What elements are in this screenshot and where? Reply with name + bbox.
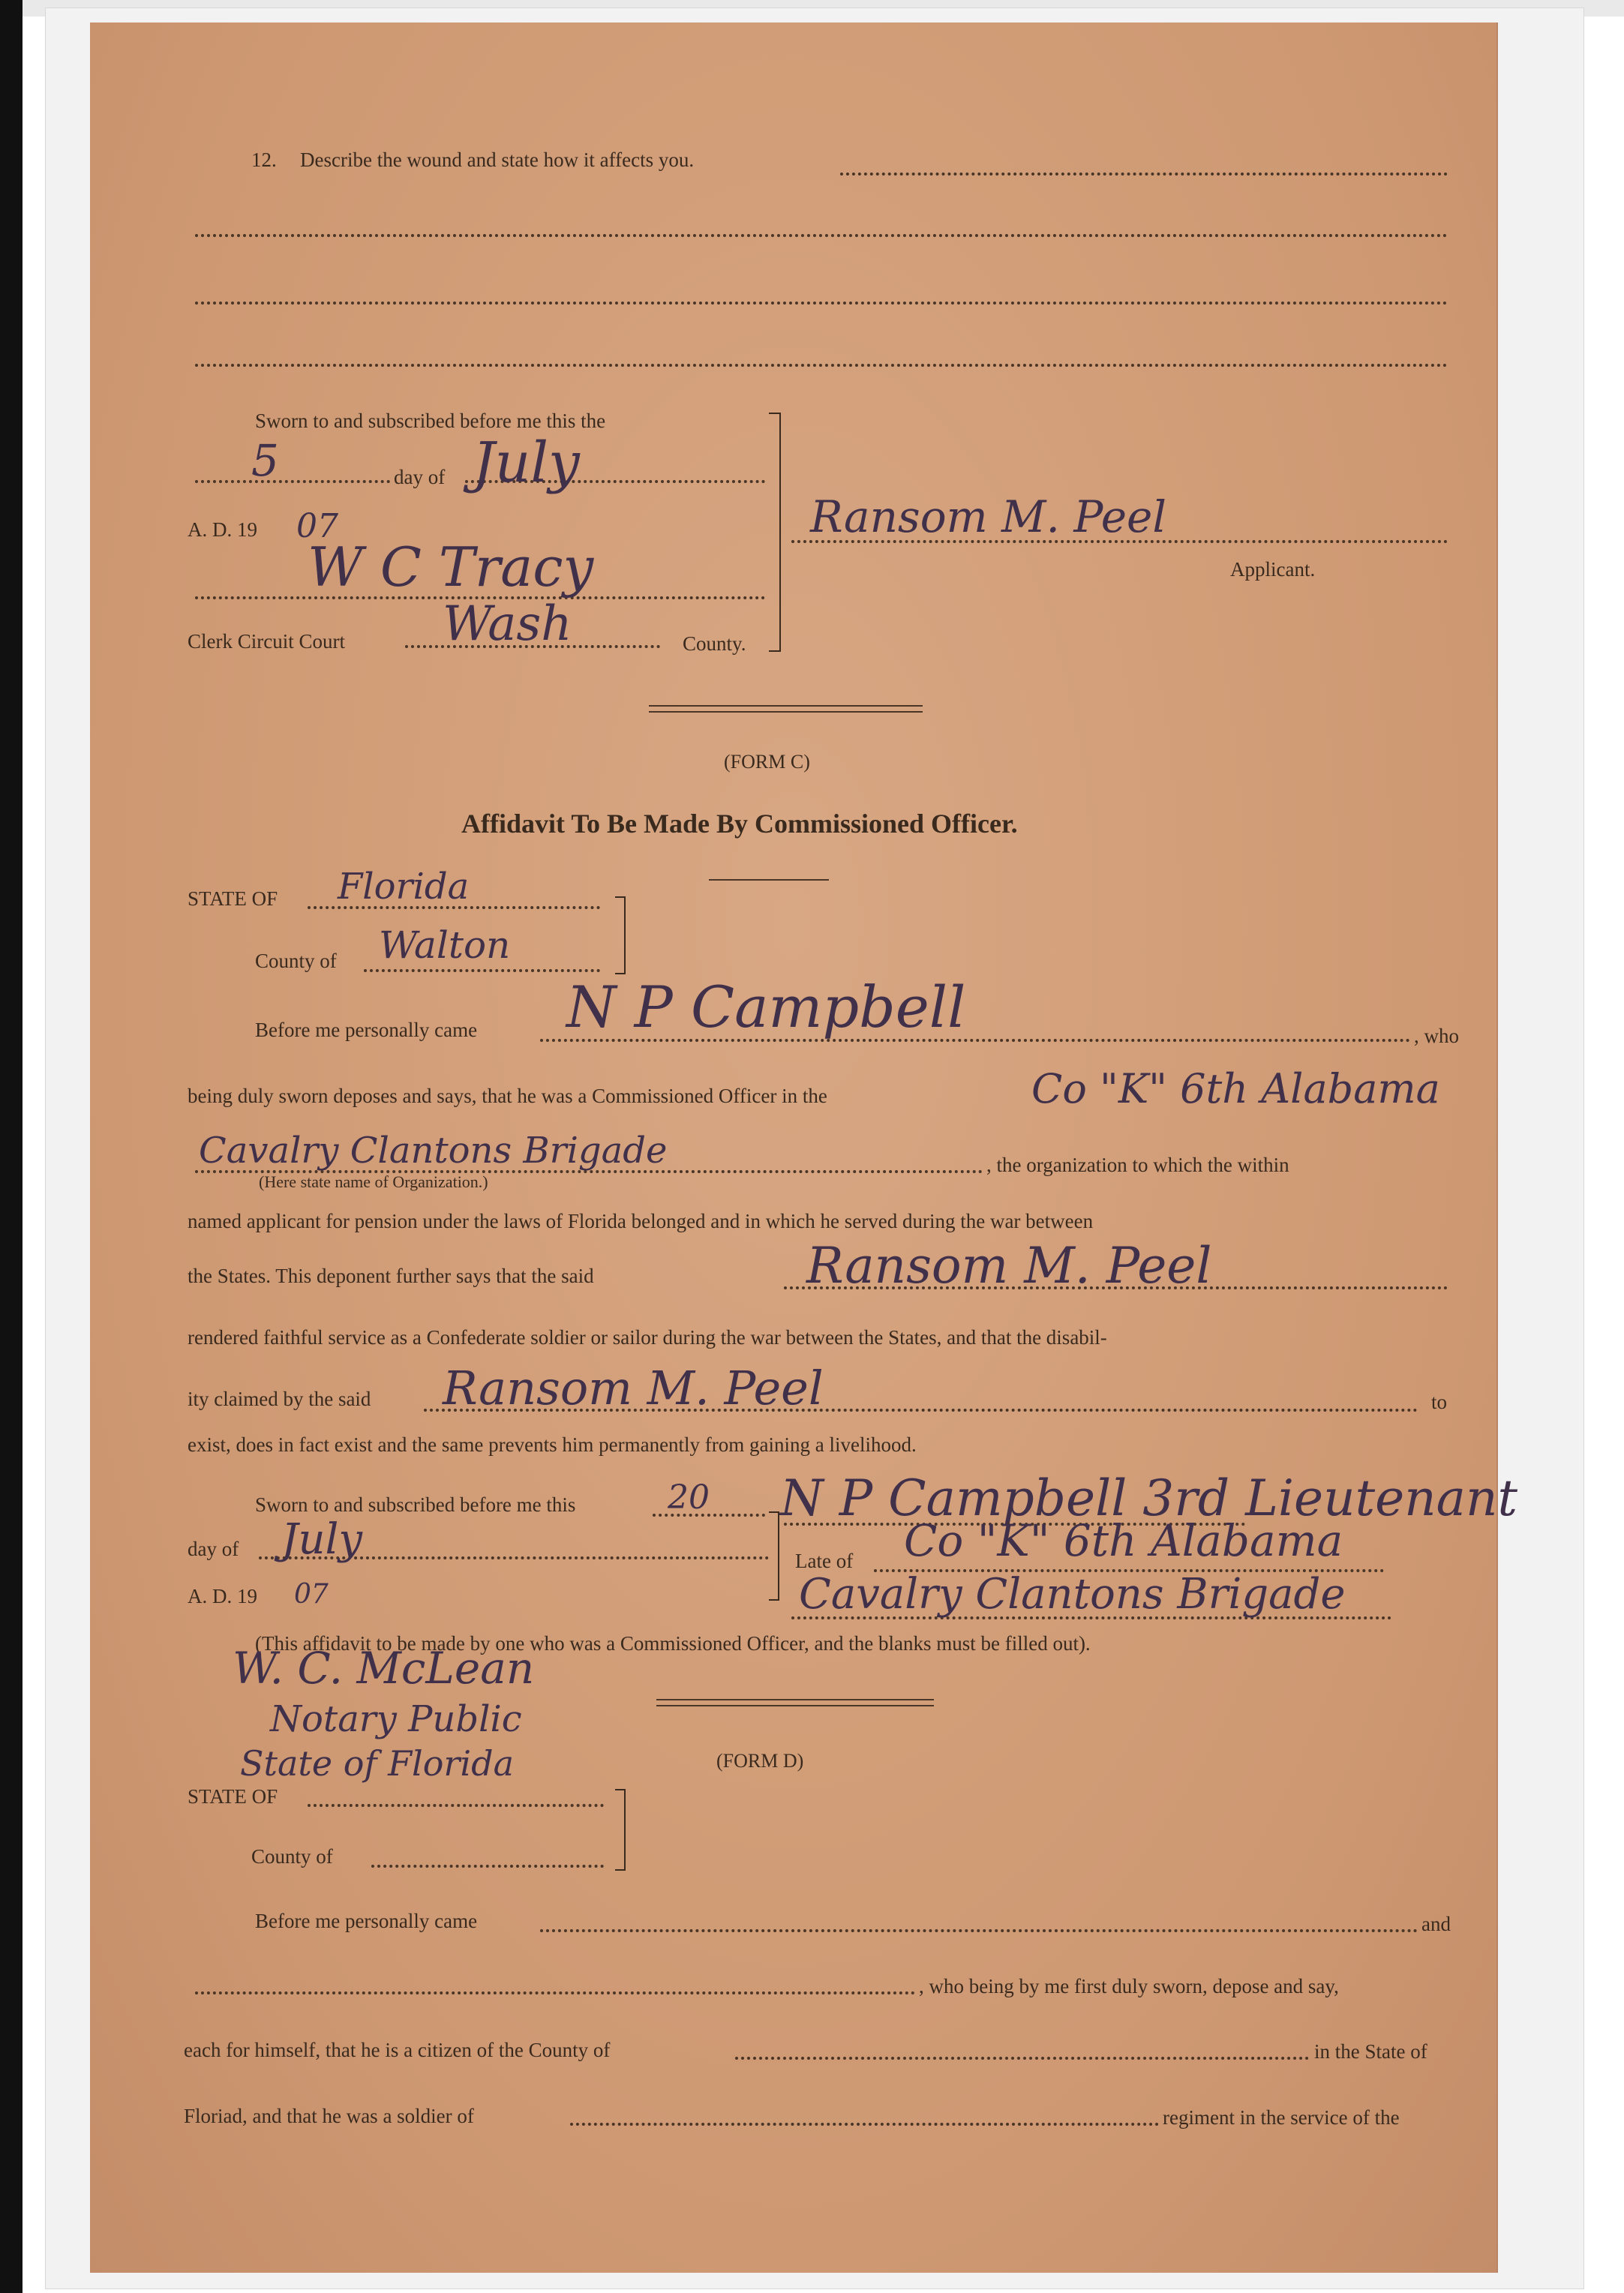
form-d-label: (FORM D) [716, 1750, 804, 1772]
q12-blank-1 [840, 173, 1448, 176]
name1-hand: Ransom M. Peel [806, 1237, 1212, 1295]
named-line: named applicant for pension under the laws of Florida belonged and in which he served during the war between [188, 1210, 1094, 1232]
exist-line: exist, does in fact exist and the same prevents him permanently from gaining a livelihood. [188, 1433, 917, 1456]
form-c-county-blank [364, 969, 600, 972]
applicant-label: Applicant. [1230, 558, 1316, 581]
form-c-title: Affidavit To Be Made By Commissioned Officer. [461, 809, 1018, 839]
sworn-line: Sworn to and subscribed before me this the [255, 410, 606, 432]
form-d-soldier-blank [570, 2123, 1159, 2126]
form-c-sworn-label: Sworn to and subscribed before me this [255, 1493, 576, 1516]
late-of-hand-1: Co "K" 6th Alabama [904, 1515, 1343, 1566]
applicant-blank [791, 540, 1448, 543]
form-c-ad-label: A. D. 19 [188, 1585, 257, 1607]
clerk-county-label: County. [683, 632, 746, 655]
form-d-before-blank [540, 1929, 1418, 1932]
scan-left-edge [0, 0, 23, 2293]
form-c-sworn-brace [769, 1511, 779, 1601]
clerk-county-hand: Wash [443, 596, 572, 652]
q12-blank-2 [195, 234, 1448, 237]
form-c-day-hand: 20 [668, 1478, 710, 1517]
org-rest: , the organization to which the within [986, 1154, 1289, 1176]
form-d-in-state: in the State of [1314, 2040, 1427, 2063]
sworn-day-blank [195, 480, 390, 483]
pension-application-page [90, 23, 1518, 2273]
sworn-year-hand: 07 [296, 507, 338, 545]
who-label: , who [1414, 1025, 1459, 1047]
form-d-each-for: each for himself, that he is a citizen of the County of [184, 2039, 611, 2061]
applicant-signature: Ransom M. Peel [810, 491, 1166, 542]
sworn-day-hand: 5 [251, 435, 279, 486]
form-d-floriad: Floriad, and that he was a soldier of [184, 2105, 474, 2127]
q12-text: Describe the wound and state how it affects you. [300, 149, 695, 171]
company-hand: Co "K" 6th Alabama [1031, 1065, 1440, 1112]
form-d-county-label: County of [251, 1845, 333, 1868]
divider-2 [709, 879, 829, 881]
q12-number: 12. [251, 149, 277, 171]
to-label: to [1431, 1391, 1448, 1413]
notary-name-hand: W. C. McLean [233, 1643, 535, 1694]
form-d-before-me: Before me personally came [255, 1910, 478, 1932]
form-d-county-citizen-blank [735, 2057, 1309, 2060]
divider-1b [649, 711, 923, 713]
form-d-county-blank [371, 1865, 604, 1868]
notary-state-hand: State of Florida [240, 1743, 514, 1784]
form-c-month-hand: July [281, 1515, 363, 1564]
form-c-state-label: STATE OF [188, 887, 278, 910]
form-c-county-hand: Walton [379, 923, 511, 967]
divider-3b [656, 1705, 934, 1706]
q12-blank-4 [195, 364, 1448, 367]
form-d-names-blank [195, 1991, 915, 1994]
sworn-month-hand: July [473, 431, 580, 495]
form-c-state-hand: Florida [338, 866, 470, 908]
org-hand: Cavalry Clantons Brigade [199, 1130, 668, 1172]
form-c-label: (FORM C) [724, 751, 810, 773]
sworn-ad-label: A. D. 19 [188, 518, 257, 541]
q12-blank-3 [195, 302, 1448, 305]
clerk-label: Clerk Circuit Court [188, 630, 345, 653]
officer-signature: N P Campbell 3rd Lieutenant [780, 1469, 1518, 1527]
notary-title-hand: Notary Public [270, 1698, 522, 1740]
ity-line: ity claimed by the said [188, 1388, 371, 1410]
sworn-brace [769, 413, 781, 652]
form-c-county-label: County of [255, 950, 337, 972]
form-d-state-blank [308, 1804, 604, 1807]
form-d-and: and [1421, 1913, 1451, 1935]
form-c-note: (This affidavit to be made by one who was a Commissioned Officer, and the blanks must be filled out). [255, 1632, 1091, 1655]
form-d-regiment: regiment in the service of the [1163, 2106, 1400, 2129]
form-c-state-brace [615, 896, 626, 974]
before-me-label: Before me personally came [255, 1019, 478, 1041]
form-d-who-being: , who being by me first duly sworn, depose and say, [919, 1975, 1339, 1997]
org-note: (Here state name of Organization.) [259, 1172, 488, 1191]
sworn-day-label: day of [394, 466, 446, 488]
form-d-state-label: STATE OF [188, 1785, 278, 1808]
states-line: the States. This deponent further says that the said [188, 1265, 594, 1287]
rendered-line: rendered faithful service as a Confederate soldier or sailor during the war between the States, and that the disabil- [188, 1326, 1107, 1349]
divider-1a [649, 705, 923, 707]
divider-3a [656, 1699, 934, 1700]
form-c-day-label: day of [188, 1538, 239, 1560]
form-c-year-hand: 07 [294, 1579, 329, 1610]
being-sworn-line: being duly sworn deposes and says, that he was a Commissioned Officer in the [188, 1085, 827, 1107]
form-d-state-brace [615, 1789, 626, 1871]
officer-name-hand: N P Campbell [566, 974, 966, 1040]
sworn-clerk-hand: W C Tracy [308, 536, 594, 599]
late-of-hand-2: Cavalry Clantons Brigade [799, 1570, 1346, 1619]
name2-hand: Ransom M. Peel [443, 1361, 824, 1415]
late-of-label: Late of [795, 1550, 854, 1572]
